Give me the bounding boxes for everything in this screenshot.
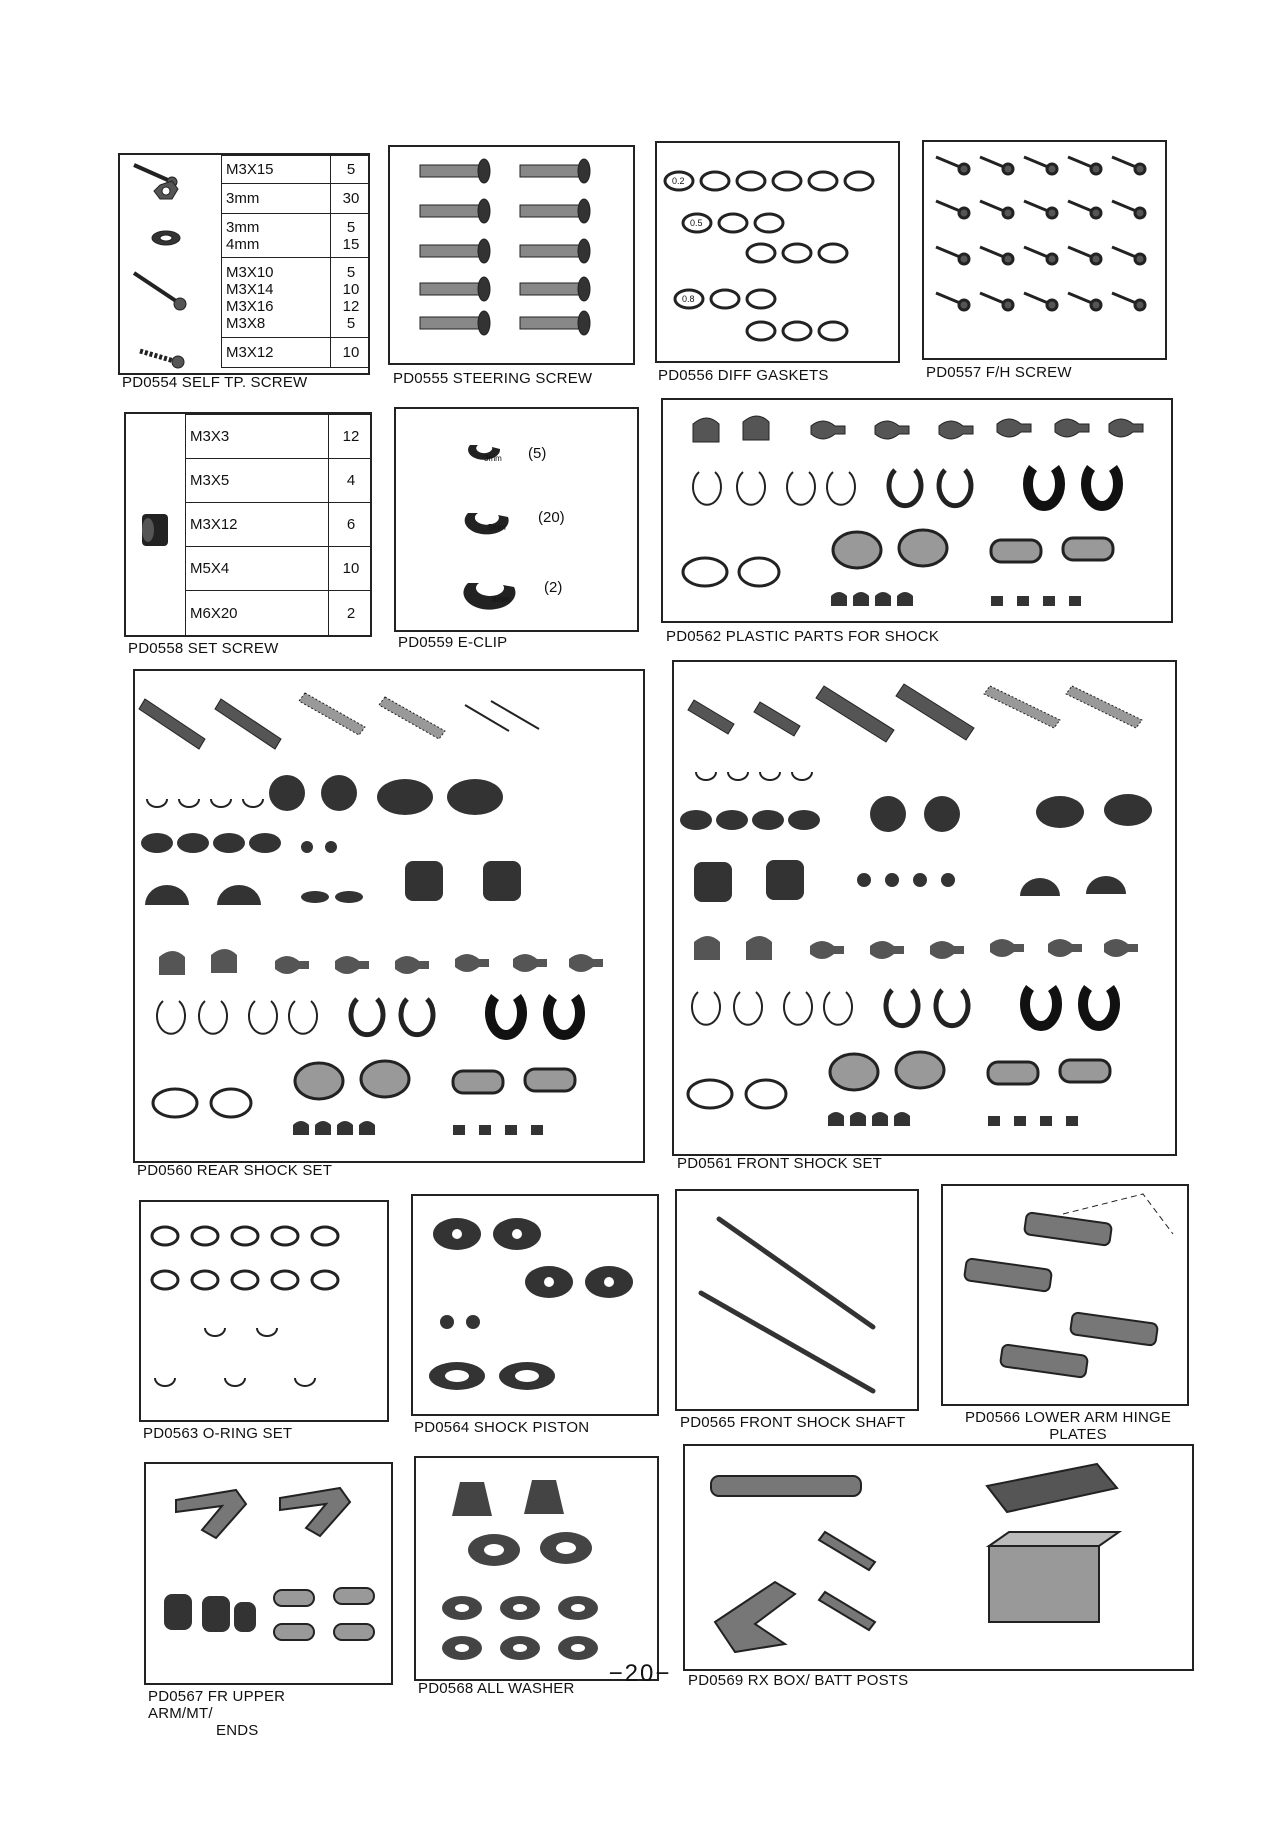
pd0561-caption: PD0561 FRONT SHOCK SET bbox=[677, 1155, 883, 1172]
size-cell: M6X20 bbox=[190, 604, 238, 622]
pd0555-screws-illustration bbox=[390, 147, 635, 365]
size-cell: M3X10 bbox=[226, 263, 274, 281]
pd0567-upper-arm-illustration bbox=[146, 1464, 393, 1685]
pd0562-caption: PD0562 PLASTIC PARTS FOR SHOCK bbox=[666, 628, 940, 645]
clip-qty-8mm: (2) bbox=[544, 579, 563, 596]
pd0567-caption-line1: PD0567 FR UPPER ARM/MT/ bbox=[148, 1688, 286, 1722]
qty-cell: 2 bbox=[346, 604, 356, 622]
pd0556-panel bbox=[655, 141, 900, 363]
pd0559-panel bbox=[394, 407, 639, 632]
qty-cell: 4 bbox=[346, 472, 356, 489]
size-cell: M3X12 bbox=[190, 516, 238, 533]
pd0555-panel bbox=[388, 145, 635, 365]
pd0566-hinge-plates-illustration bbox=[943, 1186, 1189, 1406]
pd0565-panel bbox=[675, 1189, 919, 1411]
pd0557-panel bbox=[922, 140, 1167, 360]
pd0569-rx-box-illustration bbox=[685, 1446, 1194, 1671]
qty-cell: 10 bbox=[342, 344, 360, 361]
clip-size-8mm: 8mm bbox=[492, 595, 510, 604]
pd0564-panel bbox=[411, 1194, 659, 1416]
qty-cell: 12 bbox=[342, 428, 360, 445]
pd0567-caption-line2: ENDS bbox=[216, 1722, 259, 1739]
pd0567-caption bbox=[148, 1688, 348, 1739]
pd0561-panel bbox=[672, 660, 1177, 1156]
pd0567-panel bbox=[144, 1462, 393, 1685]
size-cell: M3X16 bbox=[226, 297, 274, 315]
pd0554-caption: PD0554 SELF TP. SCREW bbox=[122, 374, 308, 391]
size-cell: M3X15 bbox=[226, 161, 274, 178]
pd0563-panel bbox=[139, 1200, 389, 1422]
qty-cell: 10 bbox=[342, 560, 360, 577]
pd0559-e-clip-illustration bbox=[396, 409, 639, 632]
pd0557-screws-illustration bbox=[924, 142, 1167, 360]
pd0568-caption: PD0568 ALL WASHER bbox=[418, 1680, 575, 1697]
gasket-label-0.8: 0.8 bbox=[682, 294, 695, 304]
pd0556-gaskets-illustration bbox=[657, 143, 900, 363]
pd0568-washers-illustration bbox=[416, 1458, 659, 1681]
qty-cell: 5 bbox=[346, 263, 356, 281]
size-cell: M3X8 bbox=[226, 314, 266, 332]
size-cell: M5X4 bbox=[190, 560, 230, 577]
pd0560-rear-shock-set-illustration bbox=[135, 671, 645, 1163]
pd0560-panel bbox=[133, 669, 645, 1163]
pd0569-caption: PD0569 RX BOX/ BATT POSTS bbox=[688, 1672, 909, 1689]
size-cell: M3X14 bbox=[226, 280, 274, 298]
qty-cell: 6 bbox=[346, 516, 356, 533]
pd0565-shafts-illustration bbox=[677, 1191, 919, 1411]
clip-size-5mm: 5mm bbox=[488, 523, 506, 532]
pd0563-caption: PD0563 O-RING SET bbox=[143, 1425, 293, 1442]
size-cell: 3mm bbox=[226, 218, 260, 236]
pd0558-panel bbox=[124, 412, 372, 637]
pd0569-panel bbox=[683, 1444, 1194, 1671]
pd0558-spec-table bbox=[185, 414, 372, 636]
pd0556-caption: PD0556 DIFF GASKETS bbox=[658, 367, 829, 384]
pd0566-caption bbox=[948, 1409, 1188, 1443]
qty-cell: 5 bbox=[346, 161, 356, 178]
pd0564-pistons-illustration bbox=[413, 1196, 659, 1416]
pd0561-front-shock-set-illustration bbox=[674, 662, 1177, 1156]
pd0566-caption-line1: PD0566 LOWER ARM HINGE bbox=[964, 1409, 1172, 1426]
gasket-label-0.5: 0.5 bbox=[690, 218, 703, 228]
pd0555-caption: PD0555 STEERING SCREW bbox=[393, 370, 593, 387]
gasket-label-0.2: 0.2 bbox=[672, 176, 685, 186]
pd0562-panel bbox=[661, 398, 1173, 623]
clip-size-3mm: 3mm bbox=[484, 454, 502, 463]
pd0554-spec-table bbox=[221, 155, 370, 368]
pd0564-caption: PD0564 SHOCK PISTON bbox=[414, 1419, 590, 1436]
size-cell: 3mm bbox=[226, 190, 260, 207]
clip-qty-5mm: (20) bbox=[538, 509, 565, 526]
page-number: −20− bbox=[608, 1660, 672, 1687]
pd0554-panel bbox=[118, 153, 370, 375]
size-cell: M3X5 bbox=[190, 472, 230, 489]
qty-cell: 5 bbox=[346, 218, 356, 236]
pd0566-caption-line2: PLATES bbox=[1049, 1426, 1107, 1443]
pd0565-caption: PD0565 FRONT SHOCK SHAFT bbox=[680, 1414, 906, 1431]
pd0558-caption: PD0558 SET SCREW bbox=[128, 640, 279, 657]
size-cell: M3X3 bbox=[190, 428, 230, 445]
clip-qty-3mm: (5) bbox=[528, 445, 547, 462]
qty-cell: 30 bbox=[342, 190, 360, 207]
qty-cell: 10 bbox=[342, 280, 360, 298]
pd0563-o-rings-illustration bbox=[141, 1202, 389, 1422]
size-cell: M3X12 bbox=[226, 344, 274, 361]
qty-cell: 5 bbox=[346, 314, 356, 332]
size-cell: 4mm bbox=[226, 235, 260, 253]
pd0558-set-screw-illustration bbox=[126, 414, 186, 637]
pd0566-panel bbox=[941, 1184, 1189, 1406]
pd0568-panel bbox=[414, 1456, 659, 1681]
pd0559-caption: PD0559 E-CLIP bbox=[398, 634, 508, 651]
qty-cell: 15 bbox=[342, 235, 360, 253]
pd0562-plastic-parts-illustration bbox=[663, 400, 1173, 623]
pd0557-caption: PD0557 F/H SCREW bbox=[926, 364, 1072, 381]
pd0560-caption: PD0560 REAR SHOCK SET bbox=[137, 1162, 333, 1179]
qty-cell: 12 bbox=[342, 297, 360, 315]
